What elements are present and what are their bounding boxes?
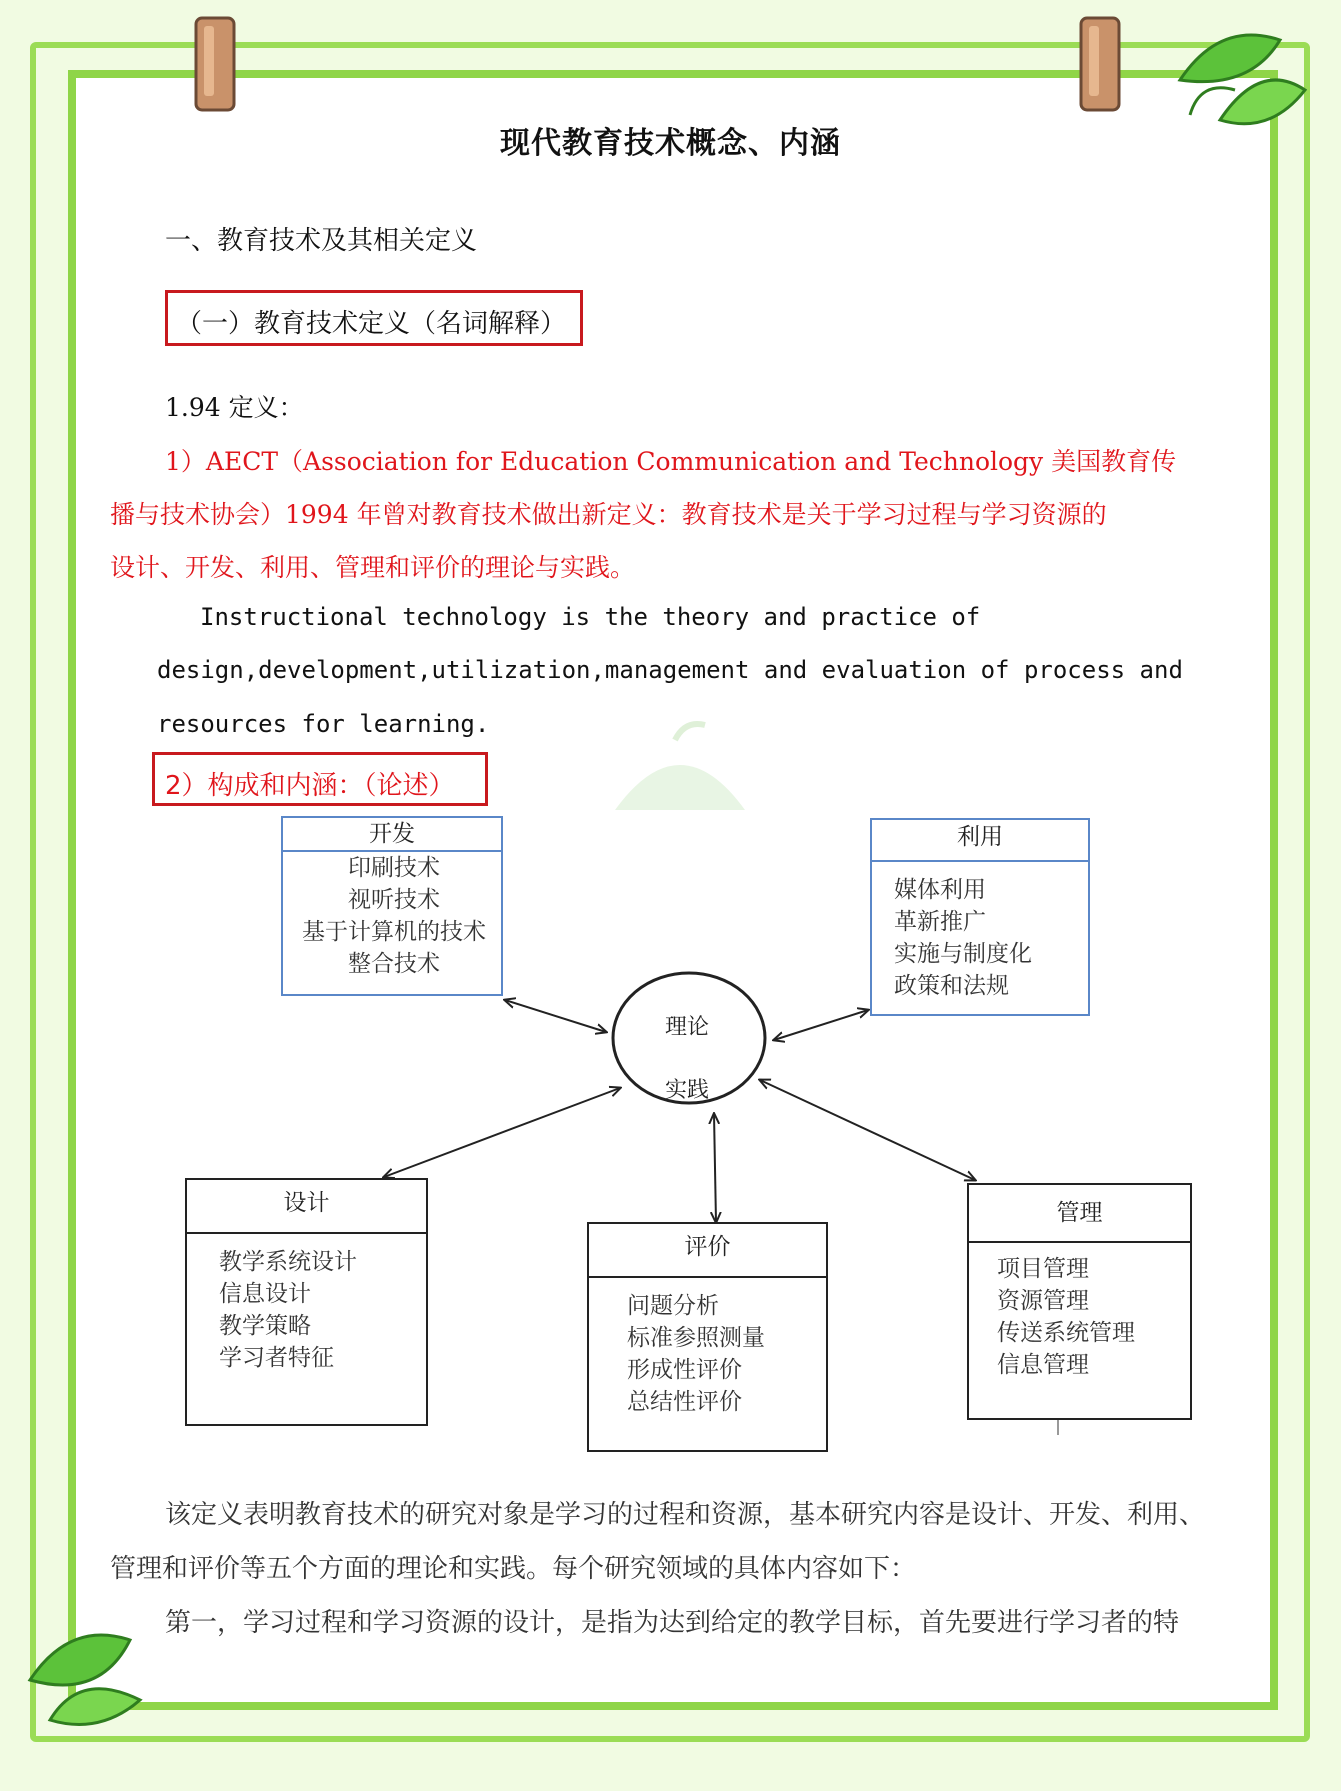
body-line-2: 管理和评价等五个方面的理论和实践。每个研究领域的具体内容如下： xyxy=(110,1554,917,1584)
develop-item: 整合技术 xyxy=(348,951,440,977)
utilize-title: 利用 xyxy=(872,820,1088,862)
watermark-logo-icon xyxy=(605,720,755,810)
subsection-heading-boxed: （一）教育技术定义（名词解释） xyxy=(165,290,583,346)
english-line-1: Instructional technology is the theory and practice of xyxy=(200,603,981,631)
evaluate-box xyxy=(587,1222,828,1452)
develop-item: 基于计算机的技术 xyxy=(302,919,486,945)
evaluate-item: 总结性评价 xyxy=(627,1389,742,1415)
manage-title: 管理 xyxy=(969,1185,1190,1243)
design-item: 信息设计 xyxy=(219,1281,311,1307)
center-label-theory: 理论 xyxy=(665,1015,710,1040)
utilize-item: 实施与制度化 xyxy=(894,941,1032,967)
evaluate-item: 问题分析 xyxy=(627,1293,719,1319)
body-line-1: 该定义表明教育技术的研究对象是学习的过程和资源，基本研究内容是设计、开发、利用、 xyxy=(165,1500,1206,1530)
develop-title: 开发 xyxy=(283,818,501,852)
develop-item: 印刷技术 xyxy=(348,855,440,881)
wooden-clip-icon xyxy=(1075,14,1125,114)
design-box xyxy=(185,1178,428,1426)
center-label-practice: 实践 xyxy=(665,1078,710,1103)
utilize-box xyxy=(870,818,1090,1016)
section-heading: 一、教育技术及其相关定义 xyxy=(165,226,478,256)
evaluate-item: 标准参照测量 xyxy=(627,1325,765,1351)
aect-line-1: 1）AECT（Association for Education Communication and Technology 美国教育传 xyxy=(165,447,1177,476)
manage-item: 信息管理 xyxy=(997,1352,1089,1378)
aect-line-3: 设计、开发、利用、管理和评价的理论与实践。 xyxy=(110,553,636,582)
utilize-item: 媒体利用 xyxy=(894,877,986,903)
page-title: 现代教育技术概念、内涵 xyxy=(500,126,841,161)
design-item: 教学策略 xyxy=(219,1313,311,1339)
definition-label: 1.94 定义： xyxy=(165,393,304,422)
evaluate-item: 形成性评价 xyxy=(627,1357,742,1383)
leaf-cluster-icon xyxy=(20,1620,150,1730)
utilize-item: 政策和法规 xyxy=(894,973,1009,999)
manage-item: 传送系统管理 xyxy=(997,1320,1135,1346)
develop-box xyxy=(281,816,503,996)
manage-item: 项目管理 xyxy=(997,1256,1089,1282)
body-line-3: 第一，学习过程和学习资源的设计，是指为达到给定的教学目标，首先要进行学习者的特 xyxy=(165,1608,1180,1638)
english-line-3: resources for learning. xyxy=(157,710,490,738)
design-item: 教学系统设计 xyxy=(219,1249,357,1275)
aect-line-2: 播与技术协会）1994 年曾对教育技术做出新定义：教育技术是关于学习过程与学习资源的 xyxy=(110,500,1107,529)
manage-item: 资源管理 xyxy=(997,1288,1089,1314)
subsection-heading-boxed: 2）构成和内涵：（论述） xyxy=(152,752,488,806)
manage-box xyxy=(967,1183,1192,1420)
english-line-2: design,development,utilization,management and evaluation of process and xyxy=(157,656,1183,684)
develop-item: 视听技术 xyxy=(348,887,440,913)
evaluate-title: 评价 xyxy=(589,1224,826,1278)
wooden-clip-icon xyxy=(190,14,240,114)
utilize-item: 革新推广 xyxy=(894,909,986,935)
design-title: 设计 xyxy=(187,1180,426,1234)
design-item: 学习者特征 xyxy=(219,1345,334,1371)
